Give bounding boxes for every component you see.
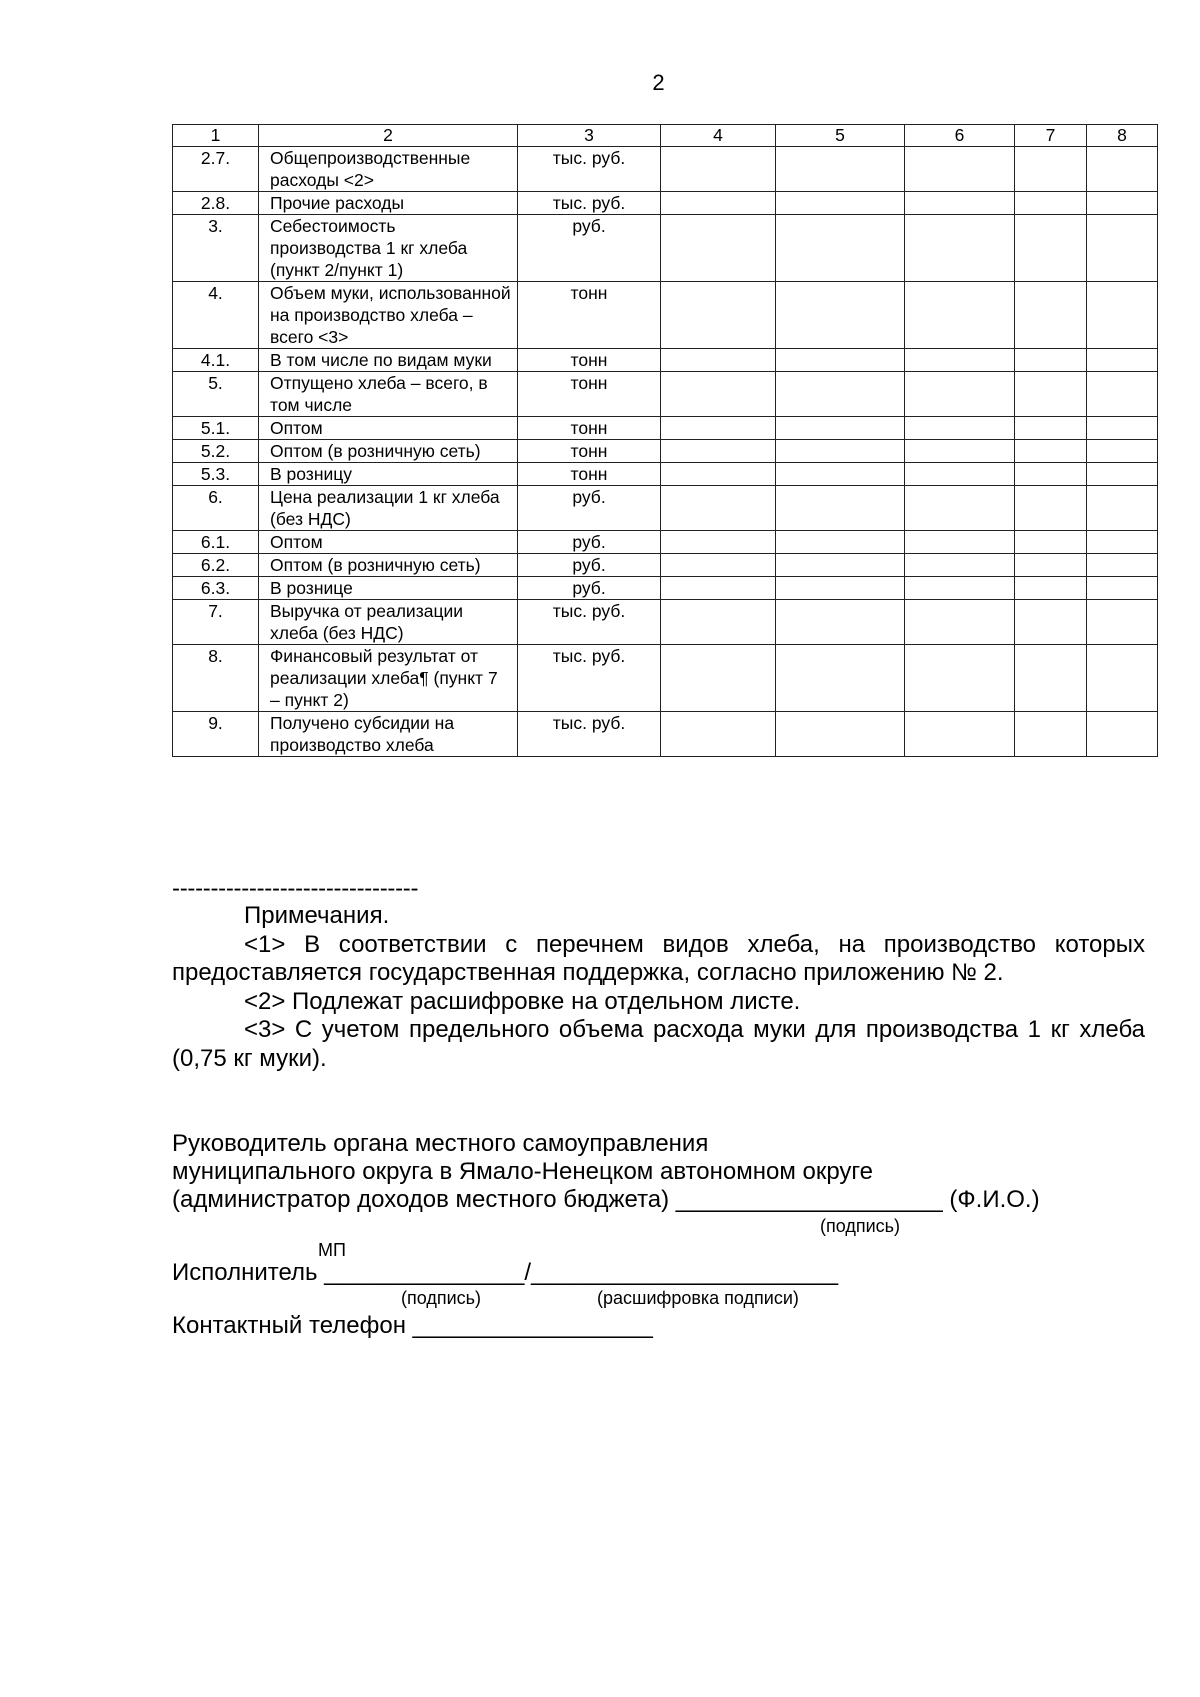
row-name-cell: Себестоимость производства 1 кг хлеба (пункт 2/пункт 1) (259, 215, 518, 282)
empty-value-cell-col-8 (1087, 192, 1158, 215)
empty-value-cell-col-7 (1015, 645, 1087, 712)
empty-value-cell-col-5 (776, 577, 905, 600)
empty-value-cell-col-7 (1015, 192, 1087, 215)
empty-value-cell-col-4 (661, 282, 776, 349)
empty-value-cell-col-6 (905, 282, 1015, 349)
empty-value-cell-col-5 (776, 372, 905, 417)
empty-value-cell-col-5 (776, 282, 905, 349)
table-row (173, 282, 1158, 349)
row-number-cell: 8. (173, 645, 259, 712)
row-name-cell: Финансовый результат от реализации хлеба¶ (пункт 7 – пункт 2) (259, 645, 518, 712)
table-row (173, 645, 1158, 712)
row-number-cell: 5. (173, 372, 259, 417)
row-name-cell: Получено субсидии на производство хлеба (259, 712, 518, 757)
empty-value-cell-col-6 (905, 600, 1015, 645)
empty-value-cell-col-4 (661, 147, 776, 192)
row-name-cell: Оптом (259, 417, 518, 440)
empty-value-cell-col-7 (1015, 712, 1087, 757)
empty-value-cell-col-4 (661, 645, 776, 712)
table-row (173, 531, 1158, 554)
empty-value-cell-col-7 (1015, 531, 1087, 554)
executor-signature-caption: (подпись) (401, 1288, 482, 1308)
empty-value-cell-col-8 (1087, 577, 1158, 600)
empty-value-cell-col-8 (1087, 349, 1158, 372)
column-header: 6 (905, 125, 1015, 147)
empty-value-cell-col-7 (1015, 486, 1087, 531)
empty-value-cell-col-6 (905, 486, 1015, 531)
table-row (173, 417, 1158, 440)
empty-value-cell-col-7 (1015, 417, 1087, 440)
contact-phone-line: Контактный телефон __________________ (172, 1312, 653, 1339)
empty-value-cell-col-5 (776, 531, 905, 554)
notes (172, 876, 1145, 1073)
signature-position-line-1: Руководитель органа местного самоуправления (172, 1130, 709, 1157)
table-row (173, 463, 1158, 486)
row-unit-cell: руб. (518, 486, 661, 531)
empty-value-cell-col-5 (776, 463, 905, 486)
row-number-cell: 6. (173, 486, 259, 531)
empty-value-cell-col-8 (1087, 712, 1158, 757)
column-header: 7 (1015, 125, 1087, 147)
table-row (173, 486, 1158, 531)
empty-value-cell-col-8 (1087, 645, 1158, 712)
empty-value-cell-col-5 (776, 192, 905, 215)
table-row (173, 372, 1158, 417)
note-item: <2> Подлежат расшифровке на отдельном листе. (244, 987, 801, 1015)
empty-value-cell-col-5 (776, 486, 905, 531)
empty-value-cell-col-7 (1015, 463, 1087, 486)
empty-value-cell-col-8 (1087, 147, 1158, 192)
empty-value-cell-col-4 (661, 417, 776, 440)
empty-value-cell-col-5 (776, 147, 905, 192)
notes-title: Примечания. (244, 902, 390, 929)
empty-value-cell-col-6 (905, 463, 1015, 486)
row-number-cell: 2.7. (173, 147, 259, 192)
row-name-cell: Оптом (259, 531, 518, 554)
empty-value-cell-col-5 (776, 440, 905, 463)
table-row (173, 147, 1158, 192)
table-row (173, 440, 1158, 463)
row-unit-cell: руб. (518, 577, 661, 600)
empty-value-cell-col-6 (905, 215, 1015, 282)
row-number-cell: 6.1. (173, 531, 259, 554)
empty-value-cell-col-8 (1087, 531, 1158, 554)
row-number-cell: 6.2. (173, 554, 259, 577)
row-number-cell: 4.1. (173, 349, 259, 372)
empty-value-cell-col-6 (905, 712, 1015, 757)
empty-value-cell-col-6 (905, 577, 1015, 600)
row-name-cell: Цена реализации 1 кг хлеба (без НДС) (259, 486, 518, 531)
row-name-cell: Объем муки, использованной на производство хлеба – всего <3> (259, 282, 518, 349)
notes-separator: -------------------------------- (172, 875, 419, 902)
empty-value-cell-col-8 (1087, 372, 1158, 417)
empty-value-cell-col-7 (1015, 215, 1087, 282)
empty-value-cell-col-4 (661, 349, 776, 372)
table-row (173, 554, 1158, 577)
page-number: 2 (652, 70, 665, 95)
column-header: 1 (173, 125, 259, 147)
row-number-cell: 5.2. (173, 440, 259, 463)
empty-value-cell-col-5 (776, 600, 905, 645)
empty-value-cell-col-4 (661, 372, 776, 417)
empty-value-cell-col-5 (776, 215, 905, 282)
row-unit-cell: тонн (518, 463, 661, 486)
empty-value-cell-col-6 (905, 147, 1015, 192)
table-row (173, 712, 1158, 757)
empty-value-cell-col-4 (661, 554, 776, 577)
row-unit-cell: тыс. руб. (518, 147, 661, 192)
row-number-cell: 2.8. (173, 192, 259, 215)
row-unit-cell: тонн (518, 417, 661, 440)
row-unit-cell: руб. (518, 531, 661, 554)
empty-value-cell-col-4 (661, 463, 776, 486)
row-number-cell: 9. (173, 712, 259, 757)
table-row (173, 349, 1158, 372)
row-number-cell: 5.1. (173, 417, 259, 440)
signature-position-line-3: (администратор доходов местного бюджета) ____________________ (Ф.И.О.) (172, 1186, 1040, 1213)
note-item: <3> С учетом предельного объема расхода муки для производства 1 кг хлеба (0,75 кг муки). (172, 1016, 1145, 1072)
empty-value-cell-col-6 (905, 554, 1015, 577)
row-name-cell: Отпущено хлеба – всего, в том числе (259, 372, 518, 417)
executor-line: Исполнитель _______________/_______________________ (172, 1259, 839, 1286)
column-header: 5 (776, 125, 905, 147)
empty-value-cell-col-4 (661, 531, 776, 554)
empty-value-cell-col-7 (1015, 147, 1087, 192)
executor-decoding-caption: (расшифровка подписи) (597, 1288, 799, 1308)
empty-value-cell-col-5 (776, 554, 905, 577)
table-row (173, 192, 1158, 215)
empty-value-cell-col-8 (1087, 282, 1158, 349)
table-row (173, 215, 1158, 282)
note-item: <1> В соответствии с перечнем видов хлеба, на производство которых предоставляется государственная поддержка, согласно приложению № 2. (172, 930, 1145, 986)
empty-value-cell-col-5 (776, 712, 905, 757)
row-unit-cell: руб. (518, 215, 661, 282)
row-name-cell: Оптом (в розничную сеть) (259, 554, 518, 577)
row-number-cell: 4. (173, 282, 259, 349)
empty-value-cell-col-6 (905, 531, 1015, 554)
row-unit-cell: тыс. руб. (518, 645, 661, 712)
row-unit-cell: тонн (518, 282, 661, 349)
empty-value-cell-col-4 (661, 712, 776, 757)
empty-value-cell-col-7 (1015, 282, 1087, 349)
row-number-cell: 5.3. (173, 463, 259, 486)
empty-value-cell-col-7 (1015, 349, 1087, 372)
row-unit-cell: тонн (518, 349, 661, 372)
column-header: 3 (518, 125, 661, 147)
empty-value-cell-col-6 (905, 349, 1015, 372)
empty-value-cell-col-7 (1015, 440, 1087, 463)
row-number-cell: 3. (173, 215, 259, 282)
empty-value-cell-col-8 (1087, 215, 1158, 282)
row-name-cell: Выручка от реализации хлеба (без НДС) (259, 600, 518, 645)
empty-value-cell-col-7 (1015, 372, 1087, 417)
row-unit-cell: тыс. руб. (518, 192, 661, 215)
empty-value-cell-col-6 (905, 417, 1015, 440)
signature-caption: (подпись) (820, 1216, 901, 1236)
empty-value-cell-col-8 (1087, 486, 1158, 531)
row-unit-cell: тыс. руб. (518, 600, 661, 645)
table-body (173, 147, 1158, 757)
empty-value-cell-col-8 (1087, 600, 1158, 645)
empty-value-cell-col-8 (1087, 417, 1158, 440)
empty-value-cell-col-5 (776, 645, 905, 712)
column-header: 4 (661, 125, 776, 147)
row-unit-cell: тонн (518, 440, 661, 463)
table-row (173, 600, 1158, 645)
empty-value-cell-col-7 (1015, 577, 1087, 600)
empty-value-cell-col-4 (661, 486, 776, 531)
empty-value-cell-col-7 (1015, 554, 1087, 577)
empty-value-cell-col-8 (1087, 440, 1158, 463)
empty-value-cell-col-8 (1087, 554, 1158, 577)
signature-position-line-2: муниципального округа в Ямало-Ненецком автономном округе (172, 1158, 873, 1185)
empty-value-cell-col-4 (661, 440, 776, 463)
empty-value-cell-col-6 (905, 440, 1015, 463)
row-name-cell: Общепроизводственные расходы <2> (259, 147, 518, 192)
row-unit-cell: тыс. руб. (518, 712, 661, 757)
table-header-row (173, 125, 1158, 147)
empty-value-cell-col-4 (661, 192, 776, 215)
empty-value-cell-col-4 (661, 600, 776, 645)
empty-value-cell-col-7 (1015, 600, 1087, 645)
row-name-cell: Оптом (в розничную сеть) (259, 440, 518, 463)
empty-value-cell-col-6 (905, 372, 1015, 417)
empty-value-cell-col-5 (776, 349, 905, 372)
table-row (173, 577, 1158, 600)
empty-value-cell-col-6 (905, 192, 1015, 215)
empty-value-cell-col-8 (1087, 463, 1158, 486)
column-header: 8 (1087, 125, 1158, 147)
row-unit-cell: тонн (518, 372, 661, 417)
empty-value-cell-col-4 (661, 215, 776, 282)
stamp-label: МП (318, 1240, 346, 1260)
row-number-cell: 6.3. (173, 577, 259, 600)
report-table (172, 124, 1158, 757)
empty-value-cell-col-4 (661, 577, 776, 600)
empty-value-cell-col-5 (776, 417, 905, 440)
row-name-cell: В розницу (259, 463, 518, 486)
column-header: 2 (259, 125, 518, 147)
row-name-cell: Прочие расходы (259, 192, 518, 215)
row-number-cell: 7. (173, 600, 259, 645)
empty-value-cell-col-6 (905, 645, 1015, 712)
row-unit-cell: руб. (518, 554, 661, 577)
row-name-cell: В рознице (259, 577, 518, 600)
row-name-cell: В том числе по видам муки (259, 349, 518, 372)
